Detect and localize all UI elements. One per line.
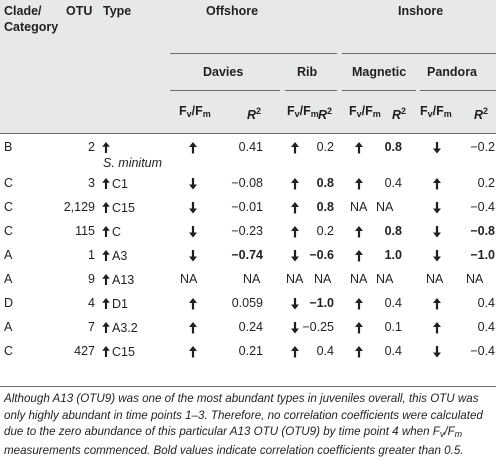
- cell-fvfm-na: NA: [426, 272, 444, 286]
- cell-r2: 0.4: [316, 344, 334, 358]
- cell-r2: 0.2: [316, 140, 334, 154]
- cell-fvfm-arrow: [432, 177, 442, 190]
- cell-fvfm-arrow: [432, 225, 442, 238]
- arrow-down-icon: [290, 249, 300, 263]
- cell-fvfm-arrow: [432, 345, 442, 358]
- cell-r2: −0.2: [470, 140, 495, 154]
- header-fvfm: [287, 104, 319, 122]
- arrow-down-icon: [290, 297, 300, 311]
- cell-fvfm-arrow: [290, 225, 300, 238]
- cell-type: [101, 140, 112, 155]
- cell-fvfm-arrow: [188, 225, 198, 238]
- r2-sup: 2: [256, 106, 262, 116]
- cell-fvfm-na: NA: [350, 200, 368, 214]
- cell-otu: 2,129: [63, 200, 95, 214]
- cell-clade: A: [4, 320, 13, 334]
- fvfm-sub-m: m: [310, 109, 319, 119]
- type-arrow-up-icon: [101, 177, 111, 190]
- cell-fvfm-na: NA: [286, 272, 304, 286]
- table-bottom-rule: [0, 386, 496, 387]
- cell-type-label: D1: [112, 296, 128, 311]
- cell-fvfm-arrow: [354, 177, 364, 190]
- arrow-up-icon: [290, 201, 300, 215]
- magnetic-rule: [342, 90, 416, 91]
- arrow-down-icon: [188, 177, 198, 191]
- r2-r: R: [318, 108, 328, 123]
- cell-r2: 0.1: [384, 320, 402, 334]
- cell-clade: C: [4, 344, 14, 358]
- cell-r2: 0.8: [316, 200, 334, 214]
- fvfm-sub-m: m: [372, 109, 381, 119]
- fvfm-f: F: [349, 104, 357, 118]
- fvfm-sub-v: v: [186, 109, 192, 119]
- cell-type: [101, 344, 135, 359]
- r2-sup: 2: [483, 106, 489, 116]
- cell-r2-na: NA: [314, 272, 332, 286]
- arrow-down-icon: [432, 249, 442, 263]
- cell-type: [101, 272, 134, 287]
- cell-r2: 0.8: [316, 176, 334, 190]
- arrow-up-icon: [432, 297, 442, 311]
- cell-fvfm-na: NA: [180, 272, 198, 286]
- cell-fvfm-arrow: [188, 177, 198, 190]
- type-arrow-up-icon: [101, 321, 111, 334]
- header-fvfm: [179, 104, 211, 122]
- header-r2: [474, 104, 488, 123]
- cell-otu: 7: [88, 320, 95, 334]
- cell-fvfm-arrow: [290, 141, 300, 154]
- cell-fvfm-arrow: [290, 297, 300, 310]
- cell-fvfm-arrow: [188, 321, 198, 334]
- table-footnote: [4, 391, 492, 459]
- type-arrow-up-icon: [101, 225, 111, 238]
- cell-r2: 0.8: [384, 224, 402, 238]
- header-davies: Davies: [203, 65, 244, 79]
- fvfm-sub-v: v: [294, 109, 300, 119]
- header-rib: Rib: [297, 65, 318, 79]
- cell-r2: 0.059: [231, 296, 263, 310]
- cell-fvfm-arrow: [290, 201, 300, 214]
- cell-clade: B: [4, 140, 13, 154]
- cell-type-species: S. minitum: [103, 156, 163, 170]
- header-offshore: Offshore: [206, 4, 259, 18]
- cell-clade: C: [4, 200, 14, 214]
- cell-fvfm-arrow: [432, 141, 442, 154]
- arrow-down-icon: [432, 141, 442, 155]
- cell-type: [101, 320, 138, 335]
- arrow-up-icon: [188, 345, 198, 359]
- cell-r2: 0.4: [477, 296, 495, 310]
- cell-fvfm-arrow: [432, 321, 442, 334]
- cell-otu: 3: [88, 176, 95, 190]
- cell-r2-na: NA: [376, 272, 394, 286]
- cell-clade: A: [4, 272, 13, 286]
- cell-r2: 0.2: [316, 224, 334, 238]
- type-arrow-up-icon: [101, 249, 111, 262]
- cell-fvfm-na: NA: [350, 272, 368, 286]
- header-inshore: Inshore: [398, 4, 444, 18]
- footnote-sub-m: m: [454, 429, 463, 439]
- cell-otu: 4: [88, 296, 95, 310]
- fvfm-sub-m: m: [202, 109, 211, 119]
- fvfm-slash: /F: [191, 104, 203, 118]
- cell-fvfm-arrow: [432, 201, 442, 214]
- cell-r2: −0.8: [470, 224, 495, 238]
- cell-fvfm-arrow: [432, 297, 442, 310]
- header-category: Category: [4, 20, 59, 34]
- header-fvfm: [349, 104, 381, 122]
- fvfm-f: F: [420, 104, 428, 118]
- arrow-up-icon: [188, 141, 198, 155]
- cell-clade: C: [4, 224, 14, 238]
- header-fvfm: [420, 104, 452, 122]
- cell-r2: −0.74: [231, 248, 263, 262]
- cell-type-label: C1: [112, 176, 128, 191]
- type-arrow-up-icon: [101, 273, 111, 286]
- cell-r2: −0.23: [231, 224, 263, 238]
- cell-fvfm-arrow: [188, 345, 198, 358]
- davies-rule: [170, 90, 280, 91]
- inshore-rule: [342, 53, 496, 54]
- offshore-rule: [170, 53, 337, 54]
- arrow-up-icon: [290, 177, 300, 191]
- arrow-up-icon: [354, 141, 364, 155]
- cell-r2: −1.0: [470, 248, 495, 262]
- arrow-down-icon: [432, 201, 442, 215]
- arrow-down-icon: [188, 249, 198, 263]
- cell-clade: A: [4, 248, 13, 262]
- footnote-part2: /F: [444, 425, 455, 438]
- arrow-down-icon: [290, 321, 300, 335]
- footnote-part1: Although A13 (OTU9) was one of the most abundant types in juveniles overall, this OTU was only highly abundant in time points 1–3. Therefore, no correlation coefficients were calculated due to the zero abundance of this particular A13 OTU (OTU9) by time point 4 when F: [4, 392, 483, 438]
- header-type: Type: [103, 4, 132, 18]
- cell-type-label: A3: [112, 248, 128, 263]
- arrow-up-icon: [188, 297, 198, 311]
- arrow-down-icon: [432, 225, 442, 239]
- r2-r: R: [474, 108, 484, 123]
- cell-fvfm-arrow: [354, 225, 364, 238]
- cell-fvfm-arrow: [354, 321, 364, 334]
- footnote-sub-v: v: [439, 429, 445, 439]
- arrow-up-icon: [432, 321, 442, 335]
- arrow-up-icon: [290, 141, 300, 155]
- cell-r2: −0.4: [470, 344, 495, 358]
- cell-otu: 1: [88, 248, 95, 262]
- arrow-down-icon: [188, 225, 198, 239]
- cell-type-label: C15: [112, 200, 135, 215]
- cell-r2: 0.21: [238, 344, 263, 358]
- fvfm-sub-m: m: [443, 109, 452, 119]
- arrow-up-icon: [354, 345, 364, 359]
- cell-r2: 0.4: [384, 344, 402, 358]
- cell-fvfm-arrow: [188, 201, 198, 214]
- header-magnetic: Magnetic: [352, 65, 407, 79]
- cell-fvfm-arrow: [290, 321, 300, 334]
- cell-fvfm-arrow: [354, 249, 364, 262]
- cell-r2: −0.08: [231, 176, 263, 190]
- fvfm-slash: /F: [361, 104, 373, 118]
- fvfm-f: F: [179, 104, 187, 118]
- r2-r: R: [392, 108, 402, 123]
- cell-r2-na: NA: [466, 272, 484, 286]
- arrow-up-icon: [290, 345, 300, 359]
- fvfm-sub-v: v: [427, 109, 433, 119]
- cell-otu: 9: [88, 272, 95, 286]
- rib-rule: [285, 90, 337, 91]
- r2-sup: 2: [327, 106, 333, 116]
- cell-r2: 0.8: [384, 140, 402, 154]
- cell-type-label: A3.2: [112, 320, 138, 335]
- cell-otu: 2: [88, 140, 95, 154]
- header-r2: [247, 104, 261, 123]
- arrow-up-icon: [354, 249, 364, 263]
- arrow-up-icon: [290, 225, 300, 239]
- cell-r2: −1.0: [309, 296, 334, 310]
- cell-type: [101, 200, 135, 215]
- cell-r2: −0.01: [231, 200, 263, 214]
- cell-r2: −0.6: [309, 248, 334, 262]
- cell-type: [101, 224, 121, 239]
- header-pandora: Pandora: [427, 65, 478, 79]
- cell-r2: 1.0: [384, 248, 402, 262]
- cell-r2-na: NA: [376, 200, 394, 214]
- arrow-down-icon: [432, 345, 442, 359]
- cell-type: [101, 176, 128, 191]
- header-r2: [318, 104, 332, 123]
- cell-type-label: C: [112, 224, 122, 239]
- cell-otu: 427: [74, 344, 95, 358]
- cell-fvfm-arrow: [432, 249, 442, 262]
- arrow-up-icon: [354, 321, 364, 335]
- arrow-up-icon: [188, 321, 198, 335]
- header-r2: [392, 104, 406, 123]
- cell-r2: 0.41: [238, 140, 263, 154]
- fvfm-slash: /F: [432, 104, 444, 118]
- type-arrow-up-icon: [101, 345, 111, 358]
- pandora-rule: [420, 90, 496, 91]
- cell-r2: −0.25: [302, 320, 334, 334]
- cell-r2: 0.4: [477, 320, 495, 334]
- r2-sup: 2: [401, 106, 407, 116]
- cell-fvfm-arrow: [354, 297, 364, 310]
- cell-fvfm-arrow: [290, 177, 300, 190]
- cell-type-label: A13: [112, 272, 135, 287]
- arrow-down-icon: [188, 201, 198, 215]
- cell-fvfm-arrow: [188, 249, 198, 262]
- cell-r2: 0.24: [238, 320, 263, 334]
- cell-type: [101, 296, 128, 311]
- header-clade: Clade/: [4, 4, 42, 18]
- arrow-up-icon: [354, 177, 364, 191]
- fvfm-slash: /F: [299, 104, 311, 118]
- cell-r2: −0.4: [470, 200, 495, 214]
- r2-r: R: [247, 108, 257, 123]
- arrow-up-icon: [354, 297, 364, 311]
- cell-clade: C: [4, 176, 14, 190]
- arrow-up-icon: [432, 177, 442, 191]
- cell-r2: 0.4: [384, 296, 402, 310]
- arrow-up-icon: [354, 225, 364, 239]
- cell-clade: D: [4, 296, 14, 310]
- footnote-part3: measurements commenced. Bold values indicate correlation coefficients greater than 0.5.: [4, 443, 464, 457]
- fvfm-sub-v: v: [356, 109, 362, 119]
- cell-fvfm-arrow: [290, 345, 300, 358]
- type-arrow-up-icon: [101, 201, 111, 214]
- type-arrow-up-icon: [101, 297, 111, 310]
- header-otu: OTU: [66, 4, 93, 18]
- cell-type-label: C15: [112, 344, 135, 359]
- header-bottom-rule: [0, 133, 496, 134]
- type-arrow-up-icon: [101, 141, 111, 154]
- cell-otu: 115: [75, 224, 95, 238]
- cell-type: [101, 248, 127, 263]
- cell-fvfm-arrow: [188, 141, 198, 154]
- cell-r2: 0.4: [384, 176, 402, 190]
- cell-fvfm-arrow: [290, 249, 300, 262]
- cell-r2-na: NA: [243, 272, 261, 286]
- cell-fvfm-arrow: [354, 345, 364, 358]
- cell-fvfm-arrow: [354, 141, 364, 154]
- fvfm-f: F: [287, 104, 295, 118]
- cell-r2: 0.2: [477, 176, 495, 190]
- cell-fvfm-arrow: [188, 297, 198, 310]
